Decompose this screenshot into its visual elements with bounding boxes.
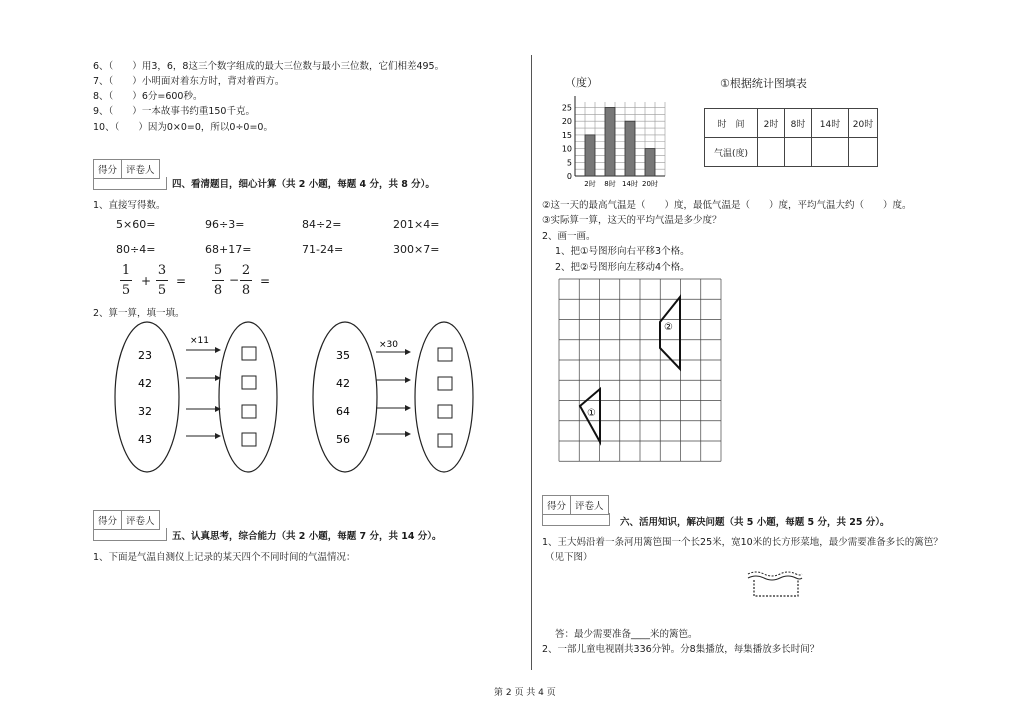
section5-title: 五、认真思考，综合能力（共 2 小题，每题 7 分，共 14 分）。 — [172, 531, 442, 542]
oval1-value: 23 — [138, 349, 152, 362]
output-oval-2 — [415, 322, 473, 472]
y-tick-label: 0 — [566, 172, 572, 181]
q1-label: 1、直接写得数。 — [93, 200, 166, 211]
tf-item-7: 7、（ ）小明面对着东方时，背对着西方。 — [93, 76, 285, 87]
table-cell-blank[interactable] — [785, 138, 812, 167]
answer-box[interactable] — [438, 434, 452, 447]
section4-title: 四、看清题目，细心计算（共 2 小题，每题 4 分，共 8 分）。 — [172, 179, 435, 190]
answer-paren[interactable]: （ ） — [108, 61, 142, 72]
oval1-value: 32 — [138, 405, 152, 418]
temperature-bar-chart — [545, 90, 675, 190]
oval2-value: 64 — [336, 405, 350, 418]
calc-item: 96÷3= — [205, 218, 245, 231]
table-row-label: 气温(度) — [705, 138, 758, 167]
oval2-value: 56 — [336, 433, 350, 446]
bar — [645, 149, 655, 176]
fraction-2-eq: = — [260, 274, 271, 288]
x-tick-label: 2时 — [584, 180, 596, 188]
input-oval-1 — [115, 322, 179, 472]
oval2-operator: ×30 — [379, 340, 398, 350]
answer-box[interactable] — [438, 377, 452, 390]
q2-line: ②这一天的最高气温是（ ）度，最低气温是（ ）度，平均气温大约（ ）度。 — [542, 200, 912, 211]
table-cell-blank[interactable] — [812, 138, 849, 167]
oval1-operator: ×11 — [190, 336, 209, 346]
s6-q1: 1、王大妈沿着一条河用篱笆围一个长25米，宽10米的长方形菜地，最少需要准备多长的篱笆？ — [542, 537, 943, 548]
tf-item-10: 10、（ ）因为0×0=0，所以0÷0=0。 — [93, 122, 273, 133]
fence-diagram — [746, 568, 806, 600]
oval-diagrams — [0, 0, 531, 520]
answer-box[interactable] — [242, 405, 256, 418]
y-tick-label: 25 — [561, 103, 572, 113]
table-header-cell: 8时 — [785, 109, 812, 138]
y-tick-label: 15 — [561, 130, 572, 140]
trapezoid-shape-2[interactable] — [660, 297, 680, 369]
answer-box[interactable] — [242, 433, 256, 446]
tf-item-9: 9、（ ）一本故事书约重150千克。 — [93, 106, 255, 117]
calc-item: 5×60= — [116, 218, 156, 231]
calc-item: 71-24= — [302, 243, 344, 256]
column-divider — [531, 55, 532, 670]
calc-item: 68+17= — [205, 243, 252, 256]
grader-label: 评卷人 — [126, 516, 155, 527]
x-tick-label: 20时 — [642, 180, 658, 188]
chart-note: ①根据统计图填表 — [720, 77, 807, 90]
table-row — [705, 138, 878, 167]
s6-q1b: （见下图） — [545, 552, 593, 563]
table-cell-blank[interactable] — [849, 138, 878, 167]
chart-unit: （度） — [565, 76, 598, 89]
oval2-value: 42 — [336, 377, 350, 390]
answer-paren[interactable]: （ ） — [114, 122, 148, 133]
fraction-2-a: 5 8 — [213, 263, 223, 298]
score-box-blank[interactable] — [542, 513, 610, 526]
table-header-cell: 20时 — [849, 109, 878, 138]
oval2-value: 35 — [336, 349, 350, 362]
bar — [585, 135, 595, 176]
table-header-cell: 2时 — [758, 109, 785, 138]
score-box-section6 — [542, 495, 609, 515]
tf-item-8: 8、（ ）6分=600秒。 — [93, 91, 203, 102]
shape-label-2: ② — [664, 322, 673, 333]
oval1-value: 43 — [138, 433, 152, 446]
answer-box[interactable] — [242, 347, 256, 360]
fraction-2-op: − — [229, 273, 240, 287]
table-header-cell: 时 间 — [705, 109, 758, 138]
grader-label: 评卷人 — [575, 501, 604, 512]
answer-paren[interactable]: （ ） — [108, 106, 142, 117]
x-tick-label: 8时 — [604, 180, 616, 188]
answer-line: 答：最少需要准备____米的篱笆。 — [555, 629, 698, 640]
score-box-blank[interactable] — [93, 528, 167, 541]
section6-title: 六、活用知识，解决问题（共 5 小题，每题 5 分，共 25 分）。 — [620, 517, 890, 528]
y-tick-label: 10 — [561, 144, 572, 154]
fraction-1-eq: = — [176, 274, 187, 288]
fraction-2-b: 2 8 — [241, 263, 251, 298]
shape-label-1: ① — [587, 408, 596, 419]
grader-label: 评卷人 — [126, 165, 155, 176]
x-tick-label: 14时 — [622, 180, 638, 188]
calc-item: 300×7= — [393, 243, 440, 256]
calc-item: 84÷2= — [302, 218, 342, 231]
s5-q1: 1、下面是气温自测仪上记录的某天四个不同时间的气温情况： — [93, 552, 356, 563]
draw-title: 2、画一画。 — [542, 231, 596, 242]
answer-box[interactable] — [438, 348, 452, 361]
answer-paren[interactable]: （ ） — [108, 91, 142, 102]
q2-label: 2、算一算，填一填。 — [93, 308, 185, 319]
score-label: 得分 — [543, 496, 571, 514]
fraction-1-b: 3 5 — [157, 263, 167, 298]
output-oval-1 — [219, 322, 277, 472]
page-footer: 第 2 页 共 4 页 — [494, 688, 556, 698]
answer-paren[interactable]: （ ） — [108, 76, 142, 87]
y-tick-label: 20 — [561, 117, 572, 127]
s6-q2: 2、一部儿童电视剧共336分钟。分8集播放，每集播放多长时间？ — [542, 644, 820, 655]
score-label: 得分 — [94, 511, 122, 529]
tf-item-6: 6、（ ）用3，6，8这三个数字组成的最大三位数与最小三位数，它们相差495。 — [93, 61, 445, 72]
bar — [605, 107, 615, 176]
calc-item: 80÷4= — [116, 243, 156, 256]
answer-box[interactable] — [438, 405, 452, 418]
oval1-value: 42 — [138, 377, 152, 390]
temperature-table — [704, 108, 878, 167]
answer-box[interactable] — [242, 376, 256, 389]
draw-instruction-1: 1、把①号图形向右平移3个格。 — [555, 246, 690, 257]
fraction-1-op: + — [141, 274, 152, 288]
q3-line: ③实际算一算，这天的平均气温是多少度？ — [542, 215, 722, 226]
translation-grid[interactable] — [558, 278, 724, 464]
score-label: 得分 — [94, 160, 122, 178]
table-cell-blank[interactable] — [758, 138, 785, 167]
fraction-1-a: 1 5 — [121, 263, 131, 298]
bar — [625, 121, 635, 176]
y-tick-label: 5 — [566, 158, 572, 168]
input-oval-2 — [313, 322, 377, 472]
score-box-section5 — [93, 510, 160, 530]
draw-instruction-2: 2、把②号图形向左移动4个格。 — [555, 262, 690, 273]
calc-item: 201×4= — [393, 218, 440, 231]
table-header-cell: 14时 — [812, 109, 849, 138]
table-row — [705, 109, 878, 138]
